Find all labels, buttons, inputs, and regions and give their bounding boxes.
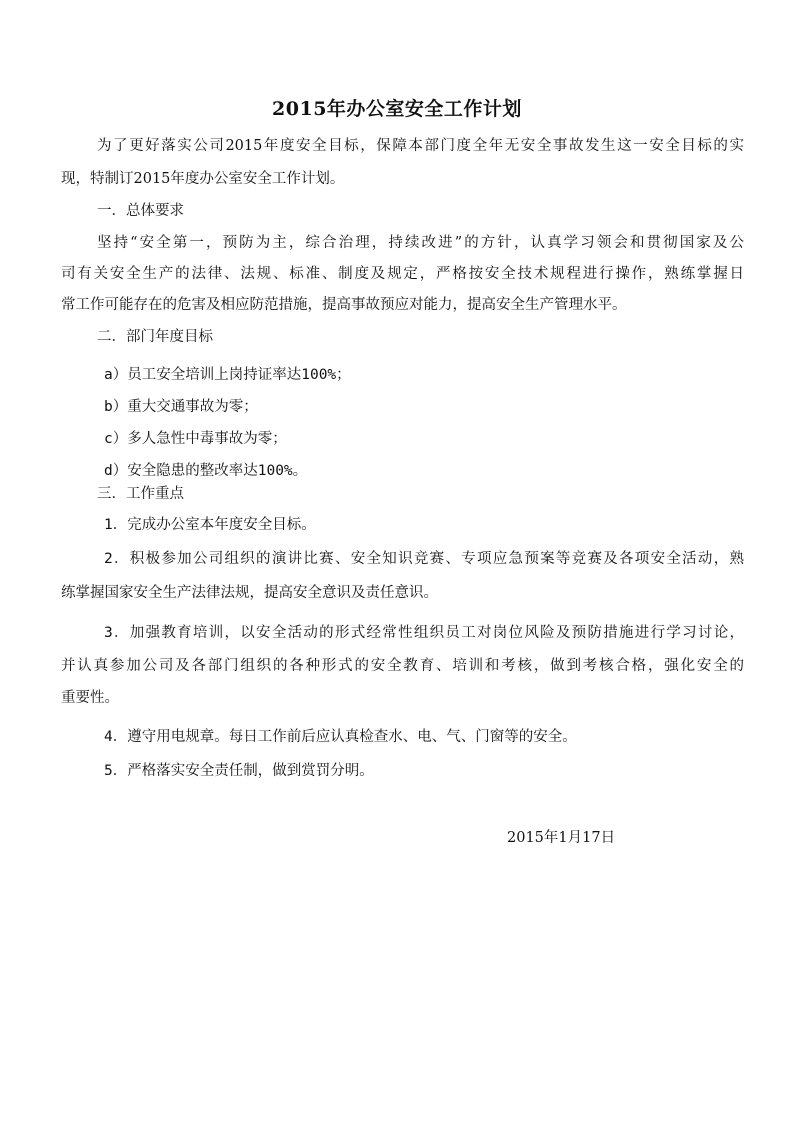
work-item-3-line-3: 重要性。	[61, 690, 119, 706]
work-item-5: 5．严格落实安全责任制，做到赏罚分明。	[104, 763, 374, 779]
intro-line-1: 为了更好落实公司2015年度安全目标，保障本部门度全年无安全事故发生这一安全目标的实	[97, 138, 744, 154]
work-item-2-line-2: 练掌握国家安全生产法律法规，提高安全意识及责任意识。	[61, 585, 438, 601]
section-heading-overall-requirements: 一．总体要求	[97, 203, 184, 219]
goal-item: b）重大交通事故为零；	[104, 399, 258, 415]
goal-item: c）多人急性中毒事故为零；	[104, 431, 287, 447]
work-item-3-line-2: 并认真参加公司及各部门组织的各种形式的安全教育、培训和考核，做到考核合格，强化安全的	[61, 658, 744, 674]
intro-line-2: 现，特制订2015年度办公室安全工作计划。	[61, 171, 345, 187]
goal-item: a）员工安全培训上岗持证率达100%；	[104, 367, 351, 383]
goal-item: d）安全隐患的整改率达100%。	[104, 463, 308, 479]
section1-line-1: 坚持“安全第一，预防为主，综合治理，持续改进”的方针，认真学习领会和贯彻国家及公	[97, 235, 744, 251]
work-item-2-line-1: 2．积极参加公司组织的演讲比赛、安全知识竞赛、专项应急预案等竞赛及各项安全活动，熟	[104, 551, 744, 567]
section-heading-annual-goals: 二．部门年度目标	[97, 329, 213, 345]
work-item-3-line-1: 3．加强教育培训，以安全活动的形式经常性组织员工对岗位风险及预防措施进行学习讨论，	[104, 625, 744, 641]
section1-line-2: 司有关安全生产的法律、法规、标准、制度及规定，严格按安全技术规程进行操作，熟练掌握日	[61, 266, 744, 282]
document-date: 2015年1月17日	[507, 830, 616, 846]
work-item-1: 1．完成办公室本年度安全目标。	[104, 517, 316, 533]
section-heading-work-focus: 三．工作重点	[97, 486, 184, 502]
document-title: 2015年办公室安全工作计划	[272, 98, 522, 120]
section1-line-3: 常工作可能存在的危害及相应防范措施，提高事故预应对能力，提高安全生产管理水平。	[61, 297, 627, 313]
work-item-4: 4．遵守用电规章。每日工作前后应认真检查水、电、气、门窗等的安全。	[104, 729, 577, 745]
